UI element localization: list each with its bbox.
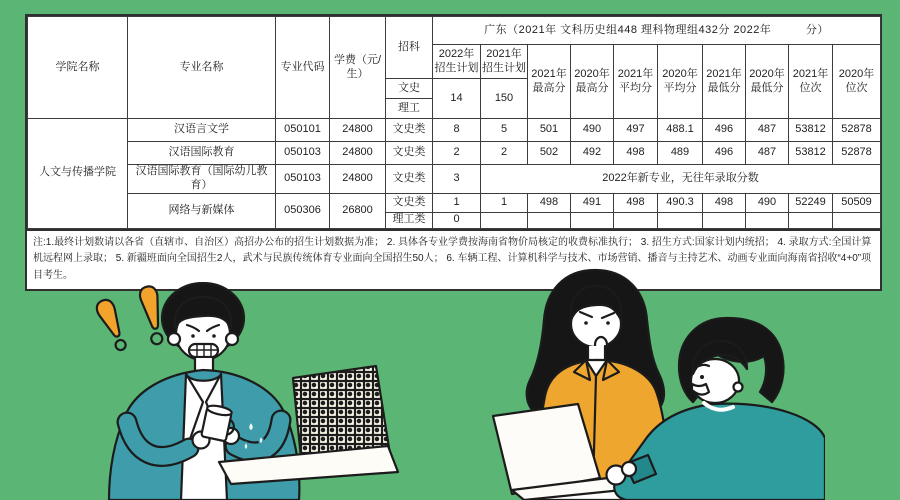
cell-plan2022: 2 xyxy=(433,142,481,165)
cell-college-name: 人文与传播学院 xyxy=(28,119,128,229)
cell-major: 汉语国际教育 xyxy=(128,142,276,165)
cell-avg2021: 498 xyxy=(614,142,658,165)
th-science: 理工 xyxy=(386,99,433,119)
cell-empty xyxy=(571,212,614,228)
cell-max2020: 490 xyxy=(571,119,614,142)
cell-subject: 文史类 xyxy=(386,142,433,165)
cell-plan2022: 8 xyxy=(433,119,481,142)
th-rank-2020: 2020年位次 xyxy=(833,45,881,119)
cell-min2020: 490 xyxy=(746,193,789,212)
cell-plan2022: 1 xyxy=(433,193,481,212)
cell-major: 汉语国际教育（国际幼儿教育） xyxy=(128,165,276,194)
table-row xyxy=(28,142,881,165)
th-major: 专业名称 xyxy=(128,17,276,119)
cell-empty xyxy=(614,212,658,228)
cell-subject: 文史类 xyxy=(386,119,433,142)
cell-plan2021: 2 xyxy=(481,142,528,165)
table-row xyxy=(28,119,881,142)
cell-subject: 理工类 xyxy=(386,212,433,228)
cell-rank2021: 53812 xyxy=(789,119,833,142)
th-plan-2021: 2021年招生计划 xyxy=(481,45,528,79)
th-max-2021: 2021年最高分 xyxy=(528,45,571,119)
th-rank-2021: 2021年位次 xyxy=(789,45,833,119)
th-tuition: 学费（元/生） xyxy=(330,17,386,119)
cell-rank2021: 52249 xyxy=(789,193,833,212)
th-region-guangdong: 广东（2021年 文科历史组448 理科物理组432分 2022年 分） xyxy=(433,17,881,45)
cell-avg2021: 497 xyxy=(614,119,658,142)
double-exclamation-icon xyxy=(94,285,167,353)
th-college: 学院名称 xyxy=(28,17,128,119)
cell-subject: 文史类 xyxy=(386,165,433,194)
cell-max2021: 502 xyxy=(528,142,571,165)
cell-avg2021: 498 xyxy=(614,193,658,212)
cell-max2020: 492 xyxy=(571,142,614,165)
worried-student-illustration xyxy=(85,282,405,500)
cell-plan2021: 1 xyxy=(481,193,528,212)
cell-plan2022: 0 xyxy=(433,212,481,228)
th-min-2020: 2020年最低分 xyxy=(746,45,789,119)
cell-empty xyxy=(789,212,833,228)
cell-code: 050103 xyxy=(276,165,330,194)
cell-rank2020: 50509 xyxy=(833,193,881,212)
cell-rank2020: 52878 xyxy=(833,142,881,165)
th-avg-2020: 2020年平均分 xyxy=(658,45,703,119)
cell-min2021: 498 xyxy=(703,193,746,212)
cell-empty xyxy=(658,212,703,228)
cell-rank2021: 53812 xyxy=(789,142,833,165)
cell-empty xyxy=(833,212,881,228)
students-discussing-illustration xyxy=(475,268,825,500)
cell-avg2020: 490.3 xyxy=(658,193,703,212)
cell-max2020: 491 xyxy=(571,193,614,212)
th-subject: 招科 xyxy=(386,17,433,79)
cell-min2021: 496 xyxy=(703,119,746,142)
cell-plan-2021-total: 150 xyxy=(481,79,528,119)
th-code: 专业代码 xyxy=(276,17,330,119)
cell-avg2020: 489 xyxy=(658,142,703,165)
cell-plan2022: 3 xyxy=(433,165,481,194)
cell-min2020: 487 xyxy=(746,142,789,165)
cell-plan-2022-total: 14 xyxy=(433,79,481,119)
th-plan-2022: 2022年招生计划 xyxy=(433,45,481,79)
cell-empty xyxy=(528,212,571,228)
table-row xyxy=(28,165,881,194)
cell-tuition: 24800 xyxy=(330,165,386,194)
admission-table xyxy=(27,16,881,229)
th-max-2020: 2020年最高分 xyxy=(571,45,614,119)
cell-empty xyxy=(746,212,789,228)
cell-subject: 文史类 xyxy=(386,193,433,212)
cell-max2021: 498 xyxy=(528,193,571,212)
cell-min2021: 496 xyxy=(703,142,746,165)
table-row xyxy=(28,193,881,212)
admission-table-card xyxy=(25,14,882,291)
th-min-2021: 2021年最低分 xyxy=(703,45,746,119)
cell-avg2020: 488.1 xyxy=(658,119,703,142)
cell-new-major-note: 2022年新专业，无往年录取分数 xyxy=(481,165,881,194)
cell-code: 050103 xyxy=(276,142,330,165)
cell-major: 网络与新媒体 xyxy=(128,193,276,228)
cell-code: 050101 xyxy=(276,119,330,142)
cell-empty xyxy=(481,212,528,228)
table-footnote: 注:1.最终计划数请以各省（直辖市、自治区）高招办公布的招生计划数据为准； 2. 具体各专业学费按海南省物价局核定的收费标准执行； 3. 招生方式:国家计划内统招； 4. 录取方式:全国计算机远程网上录取； 5. 新疆班面向全国招生2人，武术与民族传统体育专业面向全国招生50人； 6. 车辆工程、计算机科学与技术、市场营销、播音与主持艺术、动画专业面向海南省招收“4+0”项目考生。 xyxy=(27,229,880,290)
cell-tuition: 26800 xyxy=(330,193,386,228)
cell-tuition: 24800 xyxy=(330,119,386,142)
cell-tuition: 24800 xyxy=(330,142,386,165)
cell-rank2020: 52878 xyxy=(833,119,881,142)
th-avg-2021: 2021年平均分 xyxy=(614,45,658,119)
cell-plan2021: 5 xyxy=(481,119,528,142)
cell-max2021: 501 xyxy=(528,119,571,142)
cell-min2020: 487 xyxy=(746,119,789,142)
cell-empty xyxy=(703,212,746,228)
th-arts: 文史 xyxy=(386,79,433,99)
cell-major: 汉语言文学 xyxy=(128,119,276,142)
cell-code: 050306 xyxy=(276,193,330,228)
